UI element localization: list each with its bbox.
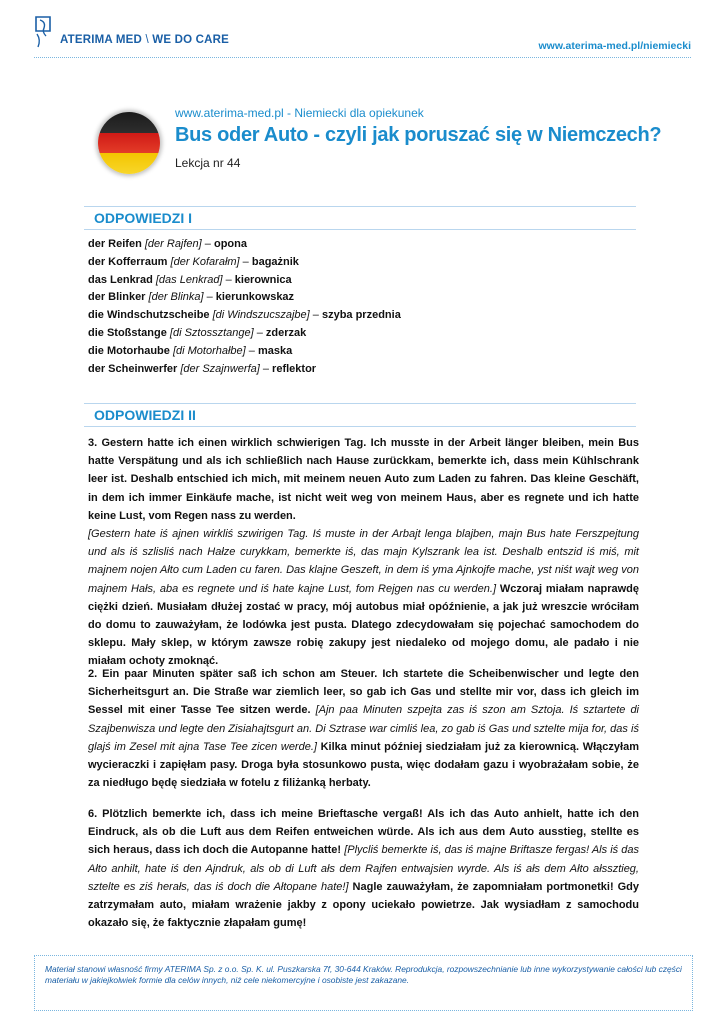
- vocab-german: der Blinker: [88, 291, 146, 304]
- section-heading-text: ODPOWIEDZI II: [94, 407, 196, 423]
- paragraph-polish: Kilka minut później siedziałam już za kierownicą. Włączyłam wycieraczki i zapięłam pasy. Droga była stosunkowo pusta, więc dodałam gazu i wyobrażałam sobie, że za niedługo będę siedziała w fotelu z filiżanką herbaty.: [88, 740, 639, 790]
- vocab-german: das Lenkrad: [88, 273, 153, 286]
- copyright-footer: [34, 955, 693, 1011]
- vocab-pronunciation: [der Rajfen]: [144, 238, 202, 250]
- paragraph-polish: Nagle zauważyłam, że zapomniałam portmonetki! Gdy zatrzymałam auto, miałam wrażenie jakby z opony uciekało powietrze. Jak wysiadłam z samochodu okazało się, że faktycznie złapałam gumę!: [88, 880, 640, 930]
- header-divider: [34, 57, 691, 58]
- brand-separator: \: [145, 34, 149, 46]
- lesson-source: www.aterima-med.pl - Niemiecki dla opiekunek: [175, 106, 424, 120]
- vocab-row: [88, 343, 628, 361]
- vocab-polish: opona: [213, 238, 247, 250]
- paragraph-german: 6. Plötzlich bemerkte ich, dass ich meine Brieftasche vergaß! Als ich das Auto anhielt, hatte ich den Eindruck, als ob die Luft aus dem Reifen entweichen würde. Als ich aus dem Auto ausstieg, stellte es sich heraus, dass ich doch die Autopanne hatte!: [88, 808, 639, 857]
- brand-name: ATERIMA MED: [60, 34, 143, 46]
- answer-paragraph-2: [88, 665, 639, 792]
- german-flag-icon: [98, 112, 160, 174]
- page-header: [0, 0, 725, 60]
- paragraph-pronunciation: [Plycliś bemerkte iś, das iś majne Briftasze fergas! Als iś das Ałto anhilt, hate iś den Ajndruk, als ob di Luft ałs dem Rajfen entwajsien wyrde. Als iś ałs dem Ałto ałssztieg, sztelte es ziś herałs, das iś doch die Ałtopane hate!]: [88, 844, 640, 893]
- section-heading-text: ODPOWIEDZI I: [94, 210, 192, 226]
- vocab-german: der Reifen: [88, 238, 142, 250]
- brand-tagline: WE DO CARE: [152, 34, 230, 46]
- paragraph-german: 3. Gestern hatte ich einen wirklich schwierigen Tag. Ich musste in der Arbeit länger bleiben, mein Bus hatte Verspätung und als ich schließlich nach Hause zurückkam, bemerkte ich, dass mein Kühlschrank leer ist. Deshalb entschied ich mich, mit meinem neuen Auto zum Laden zu fahren. Das kleine Geschäft, in dem ich immer Einkäufe mache, ist nicht weit weg von meinem Haus, aber es regnete und ich hatte keine Lust, vom Regen nass zu werden.: [88, 437, 639, 522]
- vocab-polish: maska: [257, 344, 293, 357]
- answer-paragraph-6: [88, 805, 639, 932]
- vocab-dash: –: [201, 238, 214, 250]
- vocab-dash: –: [239, 255, 252, 268]
- paragraph-german: 2. Ein paar Minuten später saß ich schon am Steuer. Ich startete die Scheibenwischer und legte den Sicherheitsgurt an. Die Straße war ziemlich leer, so gab ich Gas und stellte mir vor, dass ich gleich im Sessel mit einer Tasse Tee sitzen werde.: [88, 668, 639, 717]
- vocab-row: [88, 236, 628, 254]
- vocab-pronunciation: [der Szajnwerfa]: [180, 362, 260, 375]
- vocab-german: die Stoßstange: [88, 326, 167, 339]
- vocab-row: [88, 254, 628, 272]
- vocab-german: die Motorhaube: [88, 344, 170, 357]
- paragraph-polish: Wczoraj miałam naprawdę ciężki dzień. Musiałam dłużej zostać w pracy, mój autobus miał opóźnienie, a jak już wreszcie wróciłam do domu to zauważyłam, że lodówka jest pusta. Dlatego zdecydowałam się pojechać samochodem do sklepu. Mały sklep, w którym zawsze robię zakupy jest niedaleko od mojego domu, ale padało i nie miałam ochoty zmoknąć.: [88, 582, 639, 668]
- lesson-title: Bus oder Auto - czyli jak poruszać się w Niemczech?: [175, 124, 662, 146]
- vocab-polish: szyba przednia: [321, 309, 401, 322]
- paragraph-pronunciation: [Gestern hate iś ajnen wirkliś szwirigen Tag. Iś muste in der Arbajt lenga blajben, majn Bus hate Ferszpejtung und als iś szlisliś nach Hałze curykkam, bemerkte iś, das majn Kylszrank lea ist. Deshalb entszid iś miś, mit majnem nojen Ałto cum Laden cu faren. Das klajne Geszeft, in dem iś yma Ajnkojfe mache, yst niśt wajt weg von majnem Hałs, aba es regnete und iś hate kajne Lust, fom Rejgen nas cu werden.]: [88, 528, 639, 595]
- vocab-pronunciation: [di Windszucszajbe]: [212, 309, 310, 322]
- section-heading-answers-1: [84, 206, 636, 230]
- vocab-polish: reflektor: [272, 362, 317, 375]
- vocab-pronunciation: [das Lenkrad]: [155, 273, 223, 286]
- vocabulary-list: [88, 236, 628, 378]
- vocab-dash: –: [253, 326, 266, 339]
- copyright-text: Materiał stanowi własność firmy ATERIMA Sp. z o.o. Sp. K. ul. Puszkarska 7f, 30-644 Kraków. Reprodukcja, rozpowszechnianie lub inne wykorzystywanie całości lub części materiału w jakiejkolwiek formie dla celów innych, niż cele niekomercyjne i osobiste jest zakazane.: [45, 964, 682, 985]
- vocab-german: die Windschutzscheibe: [88, 309, 210, 322]
- vocab-row: [88, 307, 628, 325]
- lesson-number: Lekcja nr 44: [175, 156, 241, 170]
- site-url-link[interactable]: www.aterima-med.pl/niemiecki: [538, 40, 691, 52]
- vocab-row: [88, 325, 628, 343]
- vocab-dash: –: [203, 291, 216, 304]
- vocab-dash: –: [259, 362, 273, 375]
- aterima-logo[interactable]: [32, 14, 252, 50]
- vocab-german: der Kofferraum: [88, 255, 168, 268]
- vocab-row: [88, 289, 628, 307]
- lesson-intro: [98, 104, 662, 184]
- vocab-polish: zderzak: [265, 326, 307, 339]
- vocab-row: [88, 361, 628, 379]
- vocab-pronunciation: [der Blinka]: [148, 291, 204, 304]
- vocab-row: [88, 272, 628, 290]
- vocab-dash: –: [309, 309, 322, 322]
- vocab-dash: –: [245, 344, 258, 357]
- vocab-german: der Scheinwerfer: [88, 362, 178, 375]
- answer-paragraph-3: [88, 434, 639, 671]
- section-heading-answers-2: [84, 403, 636, 427]
- vocab-pronunciation: [der Kofarałm]: [170, 255, 240, 268]
- vocab-polish: kierunkowskaz: [215, 291, 295, 304]
- logo-face-icon: [32, 14, 54, 50]
- vocab-pronunciation: [di Sztossztange]: [169, 326, 254, 339]
- vocab-polish: bagażnik: [251, 255, 299, 268]
- vocab-pronunciation: [di Motorhałbe]: [172, 344, 246, 357]
- paragraph-pronunciation: [Ajn paa Minuten szpejta zas iś szon am Sztoja. Iś sztartete di Szajbenwisza und legte den Zisiahajtsgurt an. Di Sztrase war cimliś lea, zo gab iś Gas und sztelte mija for, das iś glajś im Zesel mit ajna Tase Tee zicen werde.]: [88, 704, 640, 753]
- vocab-dash: –: [222, 273, 235, 286]
- vocab-polish: kierownica: [234, 273, 292, 286]
